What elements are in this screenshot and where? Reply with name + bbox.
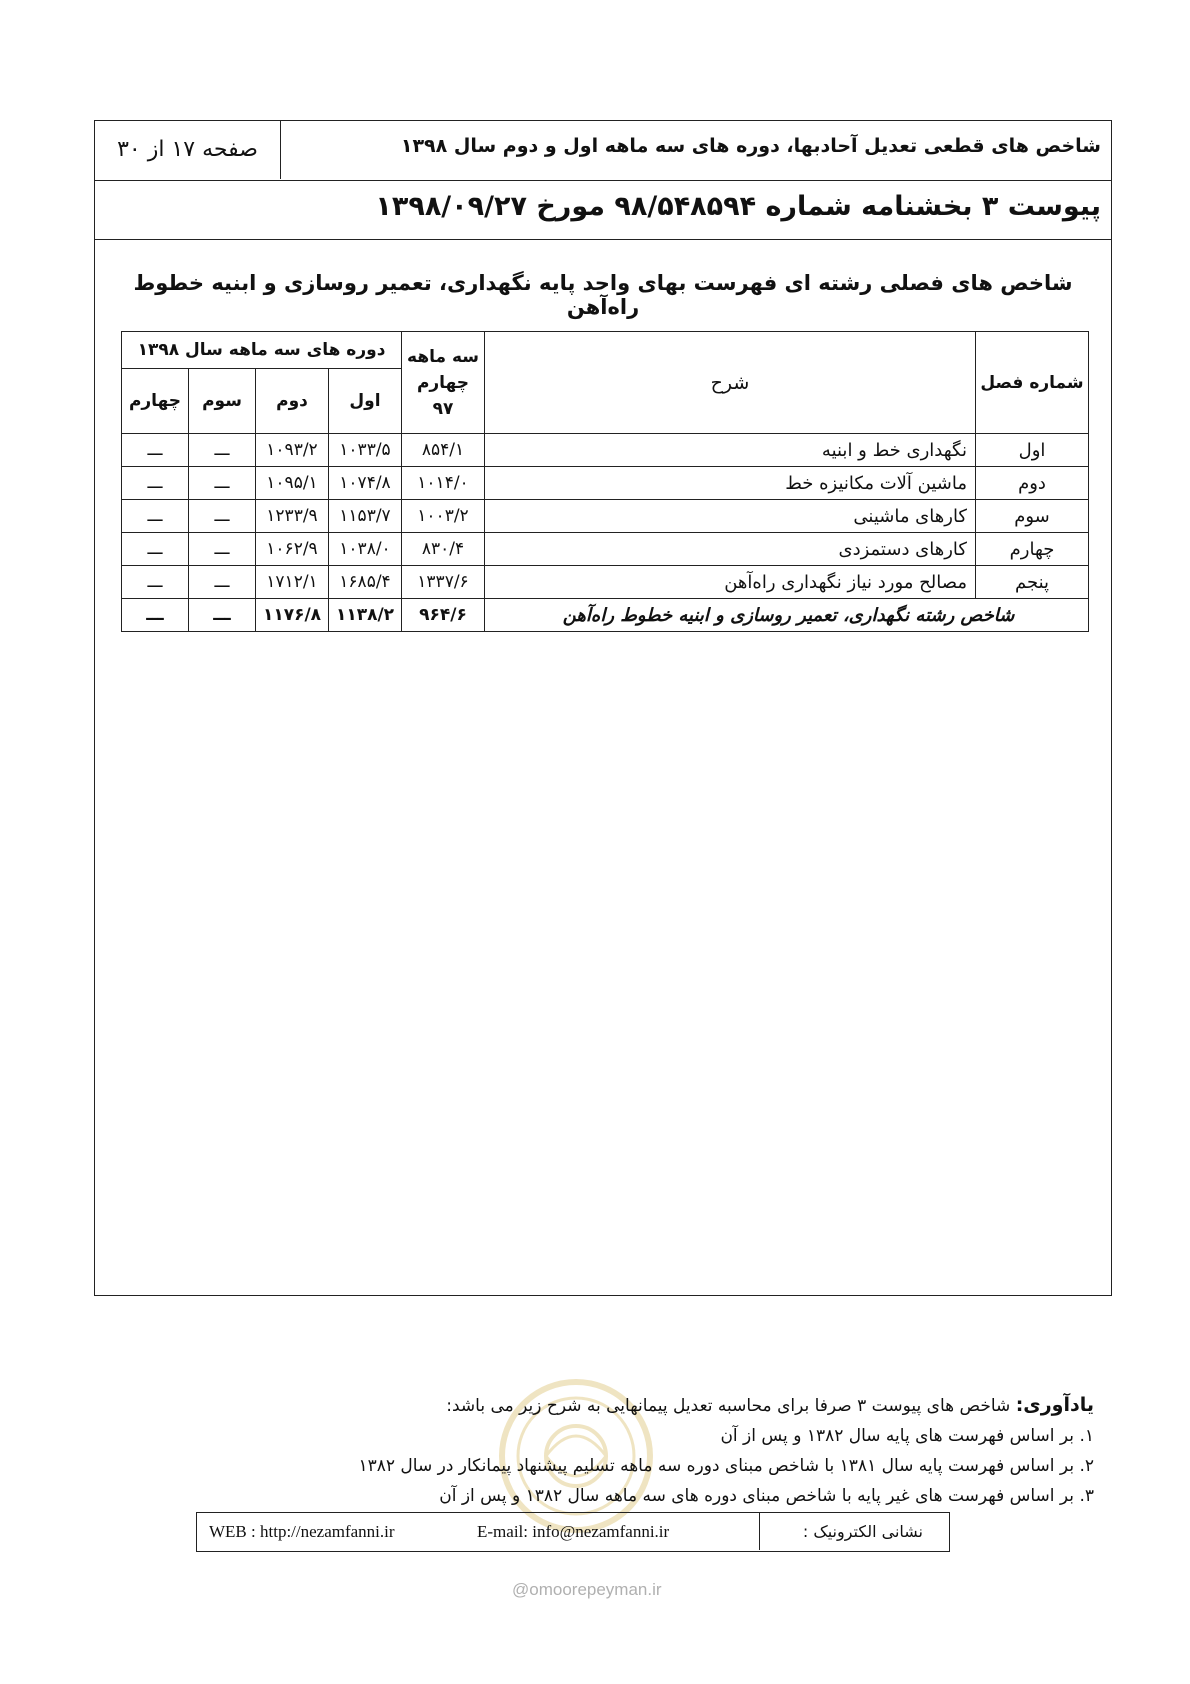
q1-cell: ۱۰۳۳/۵ <box>329 434 402 467</box>
total-q4-97-cell: ۹۶۴/۶ <box>402 599 485 632</box>
q2-cell: ۱۲۳۳/۹ <box>256 500 329 533</box>
q3-cell: ـــ <box>189 566 256 599</box>
note-item: ۳. بر اساس فهرست های غیر پایه با شاخص مبنای دوره های سه ماهه سال ۱۳۸۲ و پس از آن <box>439 1486 1094 1506</box>
table-row <box>122 467 1089 500</box>
notes-intro-line <box>94 1390 1094 1421</box>
chapter-cell: چهارم <box>976 533 1089 566</box>
q2-cell: ۱۰۹۳/۲ <box>256 434 329 467</box>
contact-website: WEB : http://nezamfanni.ir <box>209 1522 395 1541</box>
q4-97-cell: ۱۰۰۳/۲ <box>402 500 485 533</box>
q2-cell: ۱۷۱۲/۱ <box>256 566 329 599</box>
q3-cell: ـــ <box>189 500 256 533</box>
q1-cell: ۱۰۷۴/۸ <box>329 467 402 500</box>
periods-1398-header: دوره های سه ماهه سال ۱۳۹۸ <box>122 332 402 369</box>
chapter-cell: سوم <box>976 500 1089 533</box>
q1-cell: ۱۱۵۳/۷ <box>329 500 402 533</box>
chapter-cell: پنجم <box>976 566 1089 599</box>
annex-title: پیوست ۳ بخشنامه شماره ۹۸/۵۴۸۵۹۴ مورخ ۱۳۹۸/۰۹/۲۷ <box>375 191 1101 222</box>
total-q4-cell: ـــ <box>122 599 189 632</box>
description-cell: نگهداری خط و ابنیه <box>485 434 976 467</box>
total-q2-cell: ۱۱۷۶/۸ <box>256 599 329 632</box>
table-row <box>122 533 1089 566</box>
section-title: شاخص های فصلی رشته ای فهرست بهای واحد پایه نگهداری، تعمیر روسازی و ابنیه خطوط راه‌آهن <box>133 271 1073 319</box>
col-q1-header: اول <box>329 369 402 434</box>
col-q2-header: دوم <box>256 369 329 434</box>
document-title: شاخص های قطعی تعدیل آحادبها، دوره های سه ماهه اول و دوم سال ۱۳۹۸ <box>400 135 1101 157</box>
page-number: صفحه ۱۷ از ۳۰ <box>95 121 281 179</box>
notes-block <box>94 1390 1094 1511</box>
notes-lead: یادآوری: <box>1015 1394 1094 1416</box>
header-row <box>95 121 1111 181</box>
chapter-cell: دوم <box>976 467 1089 500</box>
total-description-cell: شاخص رشته نگهداری، تعمیر روسازی و ابنیه خطوط راه‌آهن <box>485 599 1089 632</box>
col-q4-97-header: سه ماهه چهارم ۹۷ <box>402 332 485 434</box>
q4-cell: ـــ <box>122 434 189 467</box>
document-frame <box>94 120 1112 1296</box>
q4-97-cell: ۸۳۰/۴ <box>402 533 485 566</box>
col-chapter-header: شماره فصل <box>976 332 1089 434</box>
description-cell: مصالح مورد نیاز نگهداری راه‌آهن <box>485 566 976 599</box>
q1-cell: ۱۰۳۸/۰ <box>329 533 402 566</box>
table-row <box>122 434 1089 467</box>
chapter-cell: اول <box>976 434 1089 467</box>
watermark-text: @omoorepeyman.ir <box>512 1580 662 1599</box>
total-row <box>122 599 1089 632</box>
col-q3-header: سوم <box>189 369 256 434</box>
total-q1-cell: ۱۱۳۸/۲ <box>329 599 402 632</box>
q2-cell: ۱۰۹۵/۱ <box>256 467 329 500</box>
description-cell: کارهای دستمزدی <box>485 533 976 566</box>
contact-label: نشانی الکترونیک : <box>759 1513 949 1550</box>
q2-cell: ۱۰۶۲/۹ <box>256 533 329 566</box>
description-cell: کارهای ماشینی <box>485 500 976 533</box>
q3-cell: ـــ <box>189 533 256 566</box>
annex-row <box>95 181 1111 240</box>
note-item: ۱. بر اساس فهرست های پایه سال ۱۳۸۲ و پس از آن <box>720 1426 1094 1446</box>
total-q3-cell: ـــ <box>189 599 256 632</box>
col-description-header: شرح <box>485 332 976 434</box>
q4-97-cell: ۸۵۴/۱ <box>402 434 485 467</box>
q4-cell: ـــ <box>122 467 189 500</box>
q3-cell: ـــ <box>189 467 256 500</box>
table-row <box>122 566 1089 599</box>
q4-cell: ـــ <box>122 500 189 533</box>
notes-intro: شاخص های پیوست ۳ صرفا برای محاسبه تعدیل پیمانهایی به شرح زیر می باشد: <box>446 1396 1011 1416</box>
col-q4-header: چهارم <box>122 369 189 434</box>
q4-97-cell: ۱۳۳۷/۶ <box>402 566 485 599</box>
q1-cell: ۱۶۸۵/۴ <box>329 566 402 599</box>
q4-97-cell: ۱۰۱۴/۰ <box>402 467 485 500</box>
index-table <box>121 331 1089 632</box>
table-row <box>122 500 1089 533</box>
note-item: ۲. بر اساس فهرست پایه سال ۱۳۸۱ با شاخص مبنای دوره سه ماهه تسلیم پیشنهاد پیمانکار در سال ۱۳۸۲ <box>358 1456 1094 1476</box>
q4-cell: ـــ <box>122 566 189 599</box>
q3-cell: ـــ <box>189 434 256 467</box>
description-cell: ماشین آلات مکانیزه خط <box>485 467 976 500</box>
contact-box <box>196 1512 950 1552</box>
q4-cell: ـــ <box>122 533 189 566</box>
contact-email: E-mail: info@nezamfanni.ir <box>477 1522 670 1541</box>
